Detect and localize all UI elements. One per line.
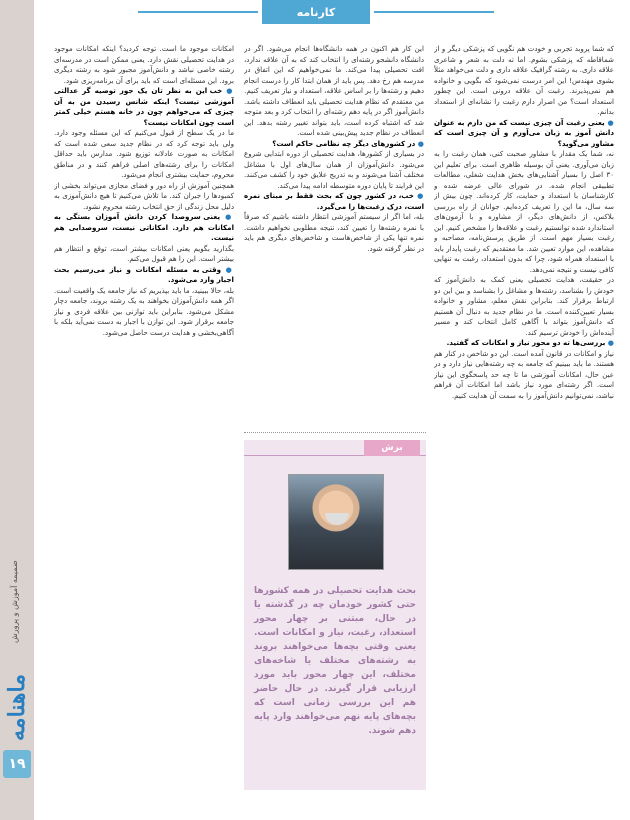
interview-question (54, 212, 234, 244)
interview-answer: من معتقدم که نظام هدایت تحصیلی باید انعطاف داشته باشد. دانش‌آموز اگر در پایه دهم رشته‌ای را انتخاب کرد و بعد متوجه شد که اشتباه کرده است، باید بتواند تغییر رشته بدهد. این انعطاف در نظام جدید پیش‌بینی شده است. (244, 96, 424, 137)
magazine-logo: ماهنامه (4, 673, 30, 741)
bullet-icon: ● (605, 338, 614, 347)
magazine-subtitle: ضمیمه آموزش و پرورش (10, 560, 19, 643)
page-number: ۱۹ (3, 750, 31, 778)
interview-answer: نیاز و امکانات در قانون آمده است. این دو شاخص در کنار هم هستند. ما باید ببینیم که جامعه به چه رشته‌هایی نیاز دارد و در عین حال، امکانات آموزشی ما تا چه حد پاسخگوی این نیاز است. اگر رشته‌ای مورد نیاز باشد اما امکانات آن فراهم نباشد، نمی‌توانیم دانش‌آموز را به سمت آن هدایت کنیم. (434, 348, 614, 400)
question-text: یعنی رغبت آن چیزی نیست که من دارم به عنوان دانش آموز به زبان می‌آورم و آن چیزی است که مشاور می‌گوید؟ (434, 117, 614, 148)
interview-answer: ما در یک سطح از قبول می‌کنیم که این مسئله وجود دارد. ولی باید توجه کرد که در نظام جدید سعی شده است که امکانات به صورت عادلانه توزیع شود. مدارس باید حداقل امکانات را برای رشته‌های اصلی فراهم کنند و در مناطق محروم، حمایت بیشتری انجام می‌شود. (54, 128, 234, 179)
article-column-middle (244, 44, 424, 432)
question-text: یعنی سروصدا کردن دانش آموزان بستگی به امکانات هم دارد. امکاناتی نیست، سروصدایی هم نیست. (54, 212, 234, 242)
question-text: وقتی به مسئله امکانات و نیاز می‌رسیم بحث اجبار وارد می‌شود. (54, 264, 234, 284)
question-text: خب این به نظر تان یک جور توصیه گر عدالتی آموزشی نیست؟ اینکه شانس رسیدن من به آن چیزی که می‌خواهم چون در خانه هستم خیلی کمتر است چون امکانات نیست؟ (54, 86, 234, 127)
interview-answer: که شما پروبد تجربی و خودت هم نگویی که پزشکی دیگر و از شماقاطه که پزشکی بشوم. اما ته دلت به شعر و شاعری علاقه داری. به رشته گرافیک علاقه داری و دلت می‌خواهد مثلاً بشوی مهندس! این امر درست نمی‌شود که بگویی و خانواده هم نمی‌پذیرند. رغبت آن علاقه درونی است. این چطور استعداد است؟ من اصرار دارم رغبت را نشانه‌ای از استعداد بدانم. (434, 44, 614, 116)
article-column-right (434, 44, 614, 804)
bullet-icon: ● (221, 264, 234, 274)
question-text: خب، در کشور چون که بحث فقط بر مبنای نمره است، درک رغبت‌ها را می‌گیرد. (244, 191, 424, 211)
pullquote-header (244, 440, 426, 456)
pullquote-label: برش (364, 440, 420, 456)
bullet-icon: ● (222, 86, 234, 95)
bullet-icon: ● (413, 191, 424, 200)
interview-question (54, 86, 234, 128)
interview-answer: بله، اما اگر از سیستم آموزشی انتظار داشته باشیم که صرفاً با نمره رشته‌ها را تعیین کند، نتیجه مطلوبی نخواهیم داشت. نمره تنها یکی از شاخص‌هاست و شاخص‌های دیگری هم باید در نظر گرفته شود. (244, 212, 424, 253)
bullet-icon: ● (219, 212, 234, 221)
interview-answer: امکانات موجود ما است. توجه کردید؟ اینکه امکانات موجود در هدایت تحصیلی نقش دارد. یعنی ممکن است در مدرسه‌ای رشته خاصی نباشد و دانش‌آموز مجبور شود به رشته دیگری برود. این مسئله‌ای است که باید برای آن برنامه‌ریزی شود. (54, 44, 234, 85)
pullquote-text: بحث هدایت تحصیلی در همه کشورها حتی کشور خودمان چه در گذشته یا در حال، مبتنی بر چهار محور استعداد، رغبت، نیاز و امکانات است. یعنی وقتی بچه‌ها می‌خواهند بروند به رشته‌های مختلف یا شاخه‌های مختلف، این چهار محور باید مورد ارزیابی قرار گیرند. در حال حاضر هم این بررسی زمانی است که بچه‌های پایه نهم می‌خواهند وارد پایه دهم شوند. (254, 586, 416, 736)
pullquote-box (244, 440, 426, 790)
interview-answer: این کار هم اکنون در همه دانشگاه‌ها انجام می‌شود. اگر در دانشگاه دانشجو رشته‌ای را انتخاب کند که به آن علاقه ندارد، افت تحصیلی پیدا می‌کند. ما نمی‌خواهیم که این اتفاق در مدرسه هم رخ دهد. پس باید از همان ابتدا کار را درست انجام دهیم و رشته‌ها را بر اساس علاقه، استعداد و نیاز تعریف کنیم. (244, 44, 424, 95)
photo-detail (325, 513, 349, 525)
bullet-icon: ● (604, 117, 614, 127)
interview-question (54, 265, 234, 286)
interview-answer: بگذارید بگویم یعنی امکانات بیشتر است، توقع و انتظار هم بیشتر است. این را هم قبول می‌کنم. (54, 243, 234, 263)
side-strip (0, 0, 34, 820)
bullet-icon: ● (415, 138, 424, 148)
interview-answer: نه، شما یک مقدار با مشاور صحبت کنی، همان رغبت را به زبان می‌آوری. یعنی آن بوسیله ظاهری است. برای تعلیم این ۳۰ اصل را بسیار آشنایی‌های بخش هدایت شغلی، مطالعات تطبیقی انجام شده. در شورای عالی عرضه شده و کارشناسان با استعداد و حمایت، کار کرده‌اند. چون بیش از سه سال، ما این را تعریف کرده‌ایم. جوانان از راه بررسی بلاکس، از دانش‌های دیگر، از مشاوره و با آزمون‌های استاندارد شده توانستیم رغبت و علاقه‌ها را مشخص کنیم. این رغبت بسیار مهم است. از طریق پرسش‌نامه، مصاحبه و مشاهده، این موارد تعیین شد. ما معتقدیم که رغبت پایدار باید با استعداد همراه شود، چرا که بدون استعداد، رغبت به تنهایی کافی نیست و نتیجه نمی‌دهد. (434, 149, 614, 274)
question-text: بررسی‌ها ته دو محور نیاز و امکانات که گفتید. (446, 338, 606, 347)
interviewee-photo (288, 474, 384, 570)
article-column-left (54, 44, 234, 804)
divider (244, 432, 426, 436)
interview-question (244, 139, 424, 150)
interview-question (434, 338, 614, 349)
interview-answer: بله، حالا ببینید، ما باید بپذیریم که نیاز جامعه یک واقعیت است. اگر همه دانش‌آموزان بخواهند به یک رشته بروند، جامعه دچار مشکل می‌شود. بنابراین باید توازنی بین علاقه فردی و نیاز جامعه برقرار شود. این توازن با اجبار به دست نمی‌آید بلکه با آگاهی‌بخشی و هدایت درست حاصل می‌شود. (54, 285, 234, 337)
interview-question (434, 118, 614, 150)
interview-question (244, 191, 424, 212)
interview-answer: در حقیقت، هدایت تحصیلی یعنی کمک به دانش‌آموز که خودش را بشناسد، رشته‌ها و مشاغل را بشناسد و بین این دو ارتباط برقرار کند. بنابراین نقش معلم، مشاور و خانواده بسیار تعیین‌کننده است. ما در نظام جدید به دنبال آن هستیم که دانش‌آموز بتواند با آگاهی کامل انتخاب کند و مسیر آینده‌اش را خودش ترسیم کند. (434, 275, 614, 337)
question-text: در کشورهای دیگر چه نظامی حاکم است؟ (272, 138, 416, 148)
interview-answer: همچنین آموزش از راه دور و فضای مجازی می‌تواند بخشی از کمبودها را جبران کند. ما تلاش می‌کنیم تا هیچ دانش‌آموزی به دلیل محل زندگی از حق انتخاب رشته محروم نشود. (54, 180, 234, 211)
section-title: کارنامه (262, 0, 370, 24)
interview-answer: در بسیاری از کشورها، هدایت تحصیلی از دوره ابتدایی شروع می‌شود. دانش‌آموزان از همان سال‌های اول با مشاغل مختلف آشنا می‌شوند و به تدریج علایق خود را کشف می‌کنند. این فرایند تا پایان دوره متوسطه ادامه پیدا می‌کند. (244, 149, 424, 190)
